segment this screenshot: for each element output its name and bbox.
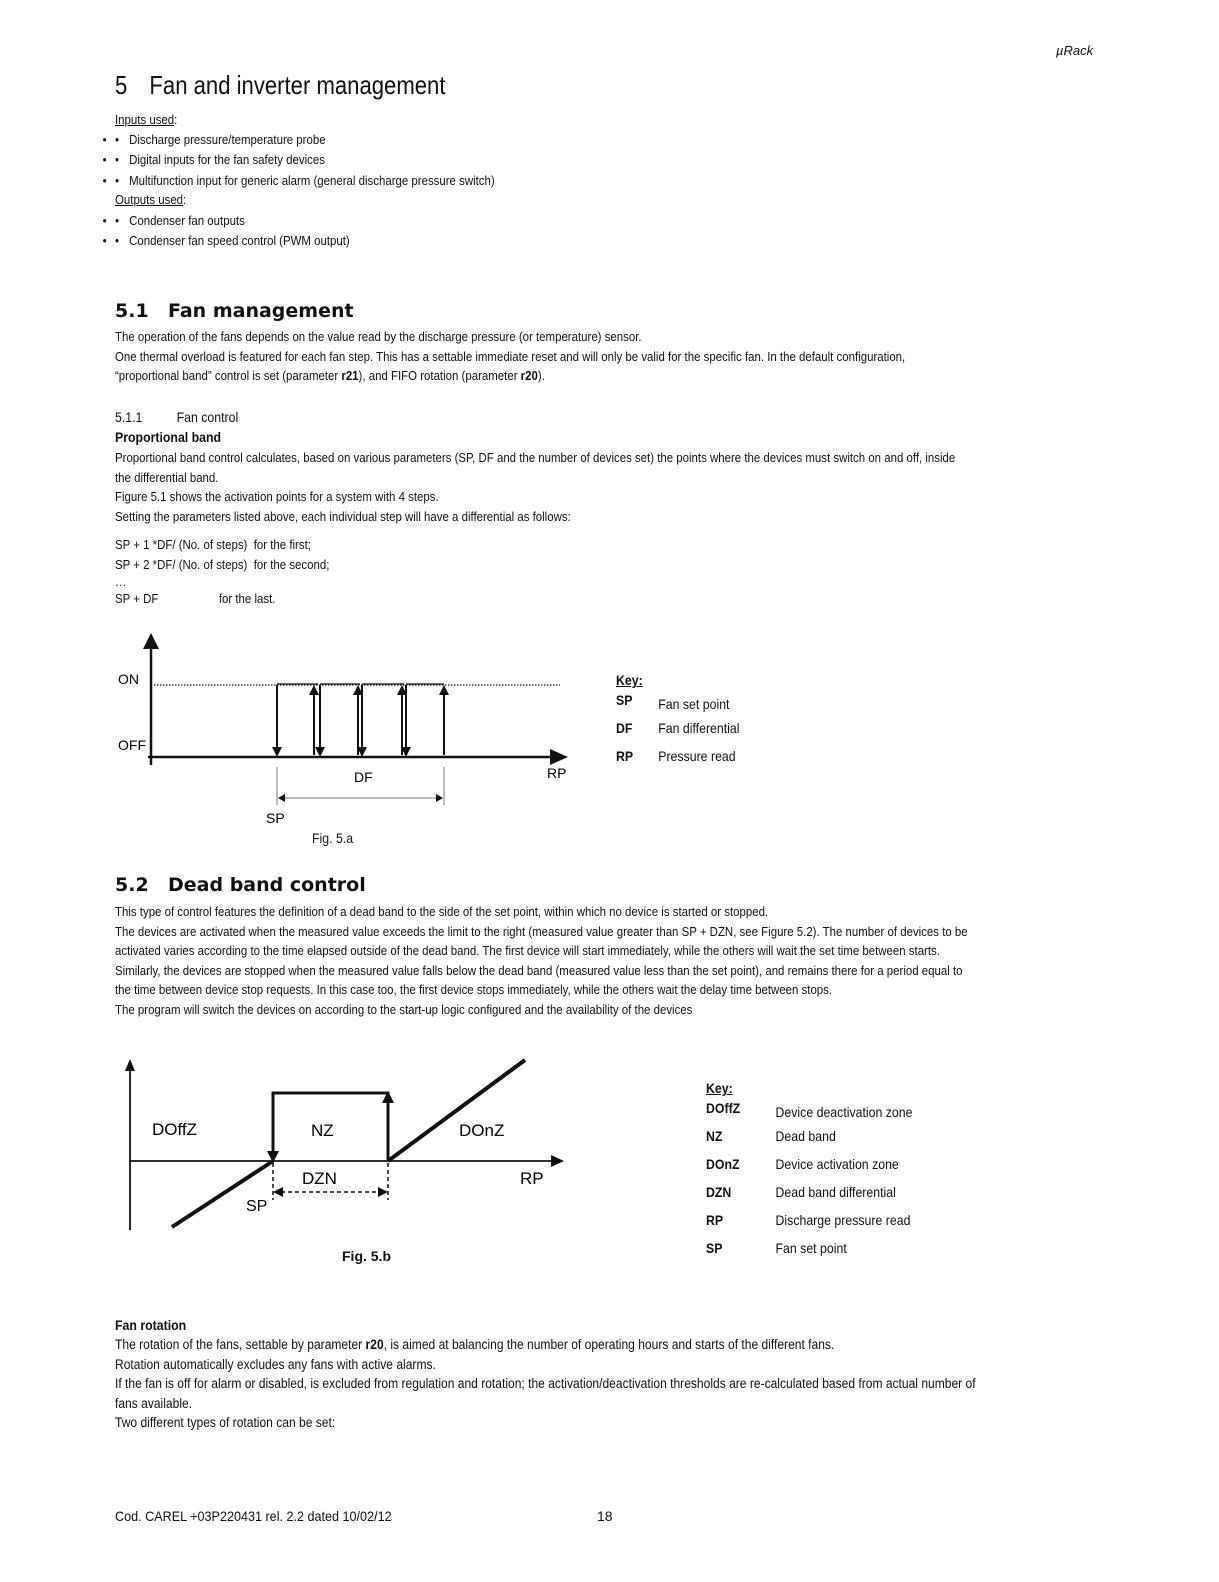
nz-label: NZ (311, 1121, 334, 1140)
section-title: Fan and inverter management (149, 70, 446, 100)
prop-band-text: Proportional band control calculates, based on various parameters (SP, DF and the number of devices set) the points where the devices must switch on and off, inside the differential band. Figure 5.1 shows the activation points for a system with 4 steps. Setting the parameters listed above, each individual step will have a differential as follows: (115, 450, 956, 524)
list-item: • • Digital inputs for the fan safety devices (115, 150, 495, 170)
sp-label: SP (266, 810, 285, 826)
rp-label: RP (547, 765, 567, 781)
inputs-label: Inputs used (115, 112, 175, 127)
page-number: 18 (597, 1508, 613, 1524)
df-label: DF (354, 769, 373, 785)
fig-5a-diagram (110, 625, 580, 830)
fig-5b-diagram (115, 1055, 575, 1240)
list-item: • • Multifunction input for generic alarm (general discharge pressure switch) (115, 171, 495, 191)
section-5-heading (115, 70, 504, 101)
rp-label: RP (520, 1169, 544, 1188)
off-label: OFF (118, 737, 146, 753)
fig-5a-key: Key: SP Fan set point DF Fan differential RP Pressure read (616, 672, 740, 764)
sp-label: SP (246, 1198, 268, 1215)
on-label: ON (118, 671, 139, 687)
subsection-5-1-1: 5.1.1 Fan control Proportional band (115, 408, 238, 447)
fig-5b-caption: Fig. 5.b (342, 1248, 391, 1264)
outputs-label: Outputs used (115, 192, 184, 207)
doffz-label: DOffZ (152, 1120, 198, 1139)
fig-5a-caption: Fig. 5.a (312, 830, 354, 846)
section-5-1-body: The operation of the fans depends on the value read by the discharge pressure (or temperature) sensor. One thermal overload is featured for each fan step. This has a settable immediate reset and will only be valid for the specific fan. In the default configuration, “proportional band” control is set (parameter r21), and FIFO rotation (parameter r20). (115, 329, 906, 383)
footer-code: Cod. CAREL +03P220431 rel. 2.2 dated 10/02/12 (115, 1508, 392, 1524)
section-5-1-heading: 5.1 Fan management (115, 300, 354, 322)
fan-rotation-title: Fan rotation (115, 1317, 187, 1333)
section-number: 5 (115, 70, 128, 100)
section-5-2-body: This type of control features the definition of a dead band to the side of the set point, within which no device is started or stopped. The devices are activated when the measured value exceeds the limit to the right (measured value greater than SP + DZN, see Figure 5.2). The number of devices to be activated varies according to the time elapsed outside of the dead band. The first device will start immediately, while the others will wait the set time between starts. Similarly, the devices are stopped when the measured value falls below the dead band (measured value less than the set point), and remains there for a period equal to the time between device stop requests. In this case too, the first device stops immediately, while the others wait the delay time between stops. The program will switch the devices on according to the start-up logic configured and the availability of the devices (115, 904, 968, 1017)
prop-band-title: Proportional band (115, 428, 222, 445)
fan-rotation-body: The rotation of the fans, settable by parameter r20, is aimed at balancing the number of operating hours and starts of the different fans. Rotation automatically excludes any fans with active alarms. If the fan is off for alarm or disabled, is excluded from regulation and rotation; the activation/deactivation thresholds are re-calculated based from actual number of fans available. Two different types of rotation can be set: (115, 1337, 976, 1430)
section-5-2-heading: 5.2 Dead band control (115, 874, 366, 896)
list-item: • • Condenser fan speed control (PWM output) (115, 231, 495, 251)
list-item: • • Discharge pressure/temperature probe (115, 130, 495, 150)
list-item: • • Condenser fan outputs (115, 211, 495, 231)
donz-label: DOnZ (459, 1121, 505, 1140)
header-brand: µRack (1056, 43, 1094, 58)
io-list: Inputs used: • • Discharge pressure/temperature probe • • Digital inputs for the fan safety devices • • Multifunction input for generic alarm (general discharge pressure switch) Outputs used: • • Condenser fan outputs • • Condenser fan speed control (PWM output) (115, 110, 495, 251)
fig-5b-key: Key: DOffZ Device deactivation zone NZ Dead band DOnZ Device activation zone DZN Dead band differential RP Discharge pressure read SP Fan set point (706, 1080, 913, 1256)
formula-list: SP + 1 *DF/ (No. of steps) for the first; SP + 2 *DF/ (No. of steps) for the second; … SP + DF for the last. (115, 537, 330, 606)
dzn-label: DZN (302, 1169, 337, 1188)
